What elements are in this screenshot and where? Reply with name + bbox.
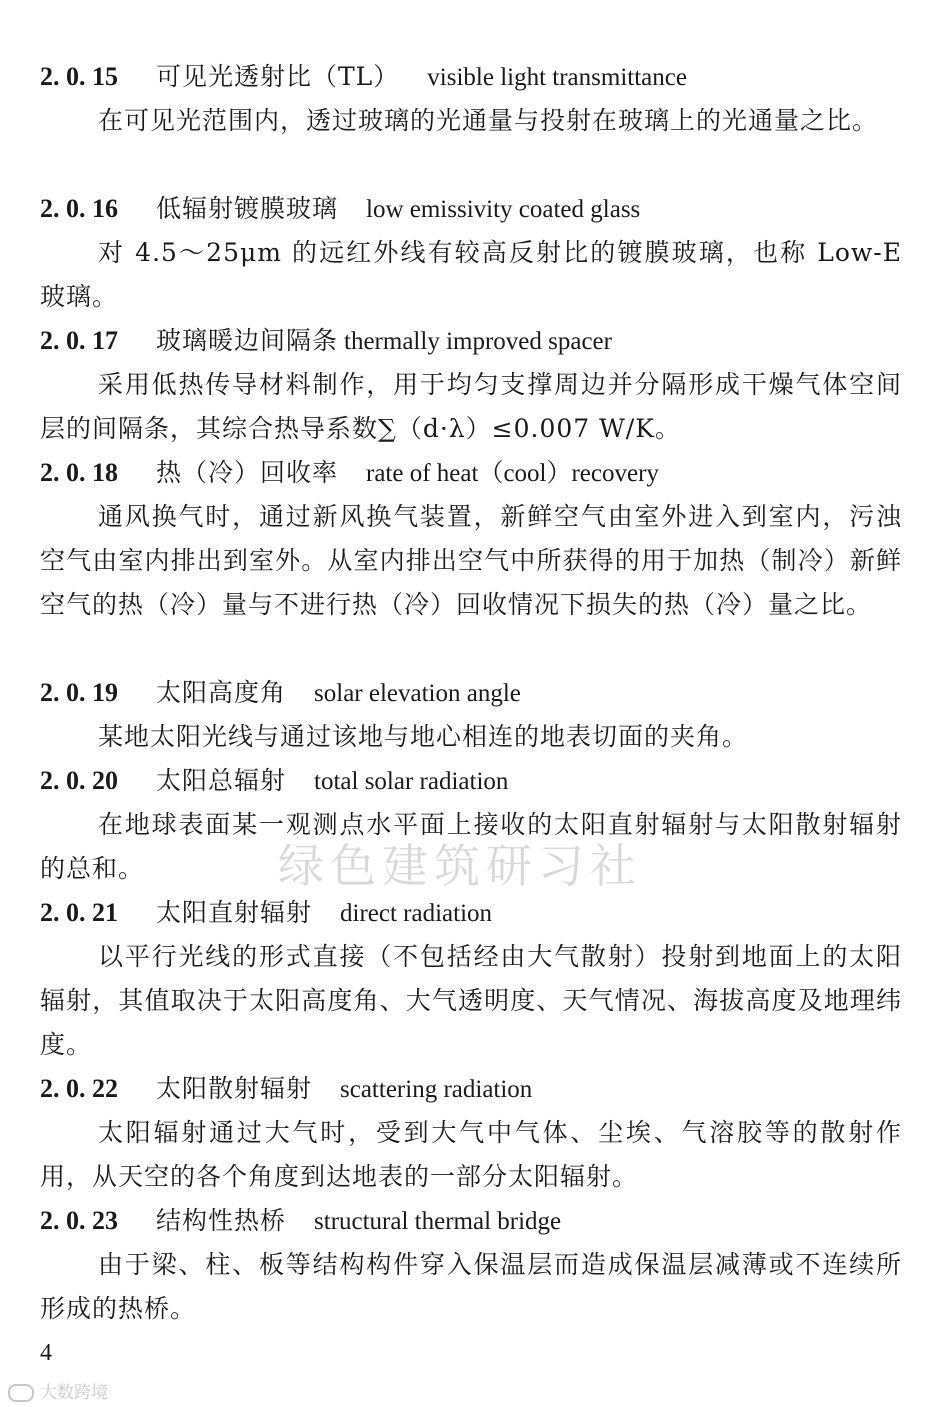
- term-english: low emissivity coated glass: [366, 196, 641, 223]
- term-chinese: 热（冷）回收率: [156, 458, 339, 487]
- term-heading: [40, 1069, 532, 1109]
- term-english: direct radiation: [340, 900, 493, 927]
- term-english: solar elevation angle: [314, 680, 521, 707]
- term-definition: 对 4.5～25μm 的远红外线有较高反射比的镀膜玻璃，也称 Low-E 玻璃。: [40, 238, 902, 311]
- term-number: 2. 0. 19: [40, 678, 118, 707]
- term-english: rate of heat（cool）recovery: [366, 460, 659, 487]
- term-chinese: 太阳散射辐射: [156, 1074, 313, 1103]
- term-heading: [40, 57, 687, 97]
- term-chinese: 太阳直射辐射: [156, 898, 313, 927]
- cloud-logo-icon: [8, 1384, 34, 1402]
- term-definition: 某地太阳光线与通过该地与地心相连的地表切面的夹角。: [98, 722, 749, 751]
- term-number: 2. 0. 20: [40, 766, 118, 795]
- term-number: 2. 0. 16: [40, 194, 118, 223]
- term-number: 2. 0. 18: [40, 458, 118, 487]
- term-english: scattering radiation: [340, 1076, 533, 1103]
- term-number: 2. 0. 15: [40, 62, 118, 91]
- term-chinese: 太阳总辐射: [156, 766, 287, 795]
- term-definition: 由于梁、柱、板等结构构件穿入保温层而造成保温层减薄或不连续所形成的热桥。: [40, 1250, 902, 1323]
- term-definition: 在可见光范围内，透过玻璃的光通量与投射在玻璃上的光通量之比。: [98, 106, 879, 135]
- term-heading: [40, 321, 612, 361]
- term-definition: 通风换气时，通过新风换气装置，新鲜空气由室外进入到室内，污浊空气由室内排出到室外。从室内排出空气中所获得的用于加热（制冷）新鲜空气的热（冷）量与不进行热（冷）回收情况下损失的热（冷）量之比。: [40, 502, 902, 619]
- term-chinese: 玻璃暖边间隔条: [156, 326, 339, 355]
- term-definition: 采用低热传导材料制作，用于均匀支撑周边并分隔形成干燥气体空间层的间隔条，其综合热导系数∑（d·λ）≤0.007 W/K。: [40, 370, 902, 443]
- corner-watermark-text: 大数跨境: [40, 1383, 108, 1403]
- term-heading: [40, 189, 640, 229]
- watermark: 绿色建筑研习社: [278, 839, 642, 893]
- term-english: visible light transmittance: [427, 64, 687, 91]
- corner-watermark: [8, 1378, 108, 1403]
- term-chinese: 结构性热桥: [156, 1206, 287, 1235]
- term-heading: [40, 453, 659, 493]
- term-heading: [40, 673, 521, 713]
- term-english: structural thermal bridge: [314, 1208, 562, 1235]
- term-definition: 太阳辐射通过大气时，受到大气中气体、尘埃、气溶胶等的散射作用，从天空的各个角度到达地表的一部分太阳辐射。: [40, 1118, 902, 1191]
- term-number: 2. 0. 21: [40, 898, 118, 927]
- term-chinese: 太阳高度角: [156, 678, 287, 707]
- term-english: thermally improved spacer: [344, 328, 612, 355]
- term-chinese: 低辐射镀膜玻璃: [156, 194, 339, 223]
- term-number: 2. 0. 22: [40, 1074, 118, 1103]
- term-heading: [40, 1201, 561, 1241]
- term-definition: 在地球表面某一观测点水平面上接收的太阳直射辐射与太阳散射辐射的总和。: [40, 810, 902, 883]
- term-english: total solar radiation: [314, 768, 509, 795]
- term-number: 2. 0. 17: [40, 326, 118, 355]
- term-heading: [40, 761, 508, 801]
- term-heading: [40, 893, 492, 933]
- term-chinese: 可见光透射比（TL）: [156, 62, 400, 91]
- term-definition: 以平行光线的形式直接（不包括经由大气散射）投射到地面上的太阳辐射，其值取决于太阳高度角、大气透明度、天气情况、海拔高度及地理纬度。: [40, 942, 902, 1059]
- page-number: 4: [40, 1340, 52, 1366]
- term-number: 2. 0. 23: [40, 1206, 118, 1235]
